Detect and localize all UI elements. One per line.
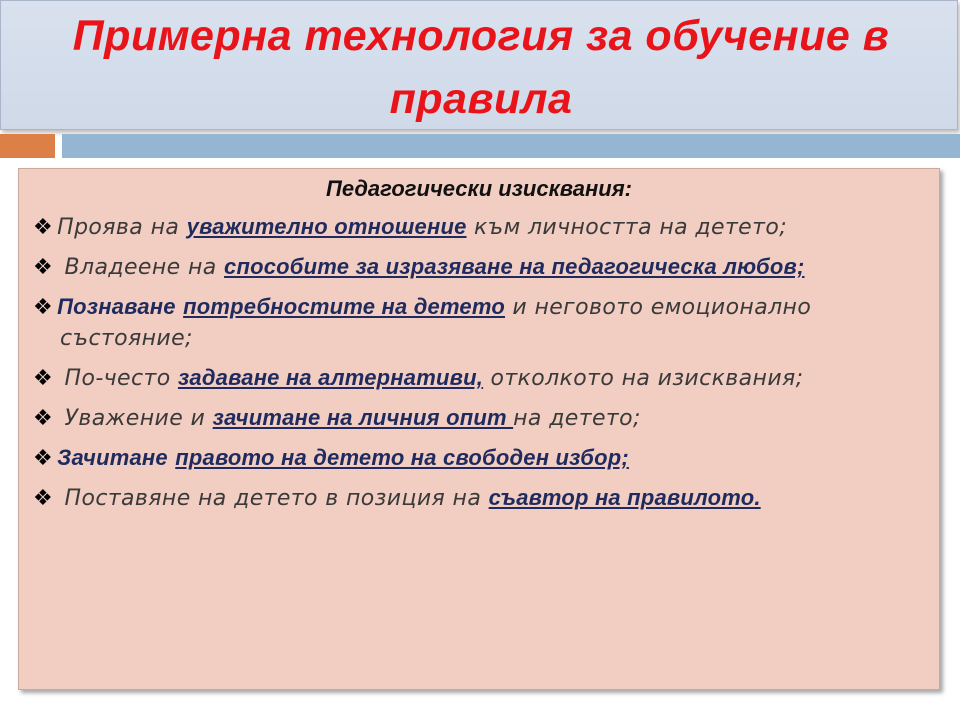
item-strong: Познаване (57, 294, 176, 319)
item-strong: Зачитане (57, 445, 168, 470)
diamond-icon: ❖ (33, 255, 54, 280)
item-emphasis: зачитане на личния опит (212, 405, 514, 430)
list-item (31, 211, 911, 243)
list-item (31, 291, 911, 354)
item-text: Уважение и (57, 406, 213, 431)
requirements-list (31, 211, 911, 522)
list-item (31, 362, 911, 394)
title-bar (0, 0, 958, 130)
item-emphasis: уважително отношение (186, 214, 467, 239)
diamond-icon: ❖ (33, 406, 54, 431)
list-item (31, 482, 911, 514)
item-text: Владеене на (57, 255, 225, 280)
diamond-icon: ❖ (33, 486, 54, 511)
item-emphasis: способите за изразяване на педагогическа любов; (224, 254, 805, 279)
item-emphasis: съавтор на правилото. (488, 485, 761, 510)
item-emphasis: потребностите на детето (183, 294, 505, 319)
item-text: към личността на детето; (466, 215, 788, 240)
item-text: По-често (57, 366, 178, 391)
diamond-icon: ❖ (33, 295, 54, 320)
diamond-icon: ❖ (33, 215, 54, 240)
content-box (18, 168, 940, 690)
item-emphasis: правото на детето на свободен избор; (175, 445, 629, 470)
list-item (31, 251, 911, 283)
item-text: Проява на (57, 215, 187, 240)
list-item (31, 402, 911, 434)
item-text: и неговото емоционално състояние; (60, 295, 812, 351)
slide-title: Примерна технология за обучение в правила (72, 12, 890, 123)
item-text: на детето; (513, 406, 641, 431)
accent-bar-blue (62, 134, 960, 158)
accent-bar-orange (0, 134, 55, 158)
item-text: Поставяне на детето в позиция на (57, 486, 489, 511)
list-item (31, 442, 911, 474)
diamond-icon: ❖ (33, 446, 54, 471)
content-heading: Педагогически изисквания: (326, 176, 632, 201)
diamond-icon: ❖ (33, 366, 54, 391)
item-text: отколкото на изисквания; (483, 366, 804, 391)
item-emphasis: задаване на алтернативи, (177, 365, 484, 390)
